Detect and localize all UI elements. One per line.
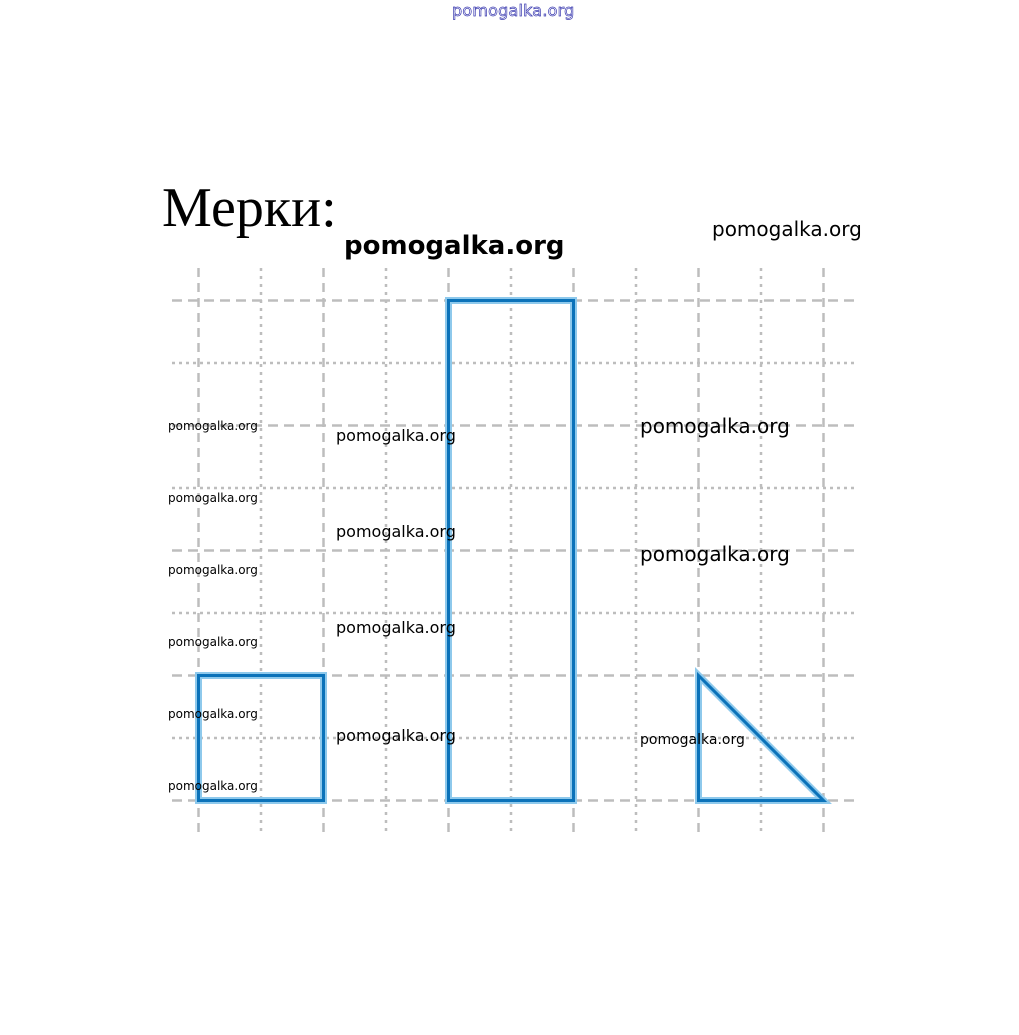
watermark: pomogalka.org [168,707,258,721]
watermark: pomogalka.org [336,618,456,637]
watermark: pomogalka.org [168,419,258,433]
watermark: pomogalka.org [640,414,790,438]
watermark: pomogalka.org [168,635,258,649]
watermark: pomogalka.org [168,779,258,793]
watermark: pomogalka.org [712,217,862,241]
watermark: pomogalka.org [336,726,456,745]
watermark: pomogalka.org [168,563,258,577]
watermark: pomogalka.org [640,542,790,566]
watermark: pomogalka.org [640,732,745,748]
watermark: pomogalka.org [344,231,565,261]
watermark: pomogalka.org [168,491,258,505]
header-watermark: pomogalka.org [452,1,575,20]
watermark: pomogalka.org [336,522,456,541]
page-title: Мерки: [162,177,337,239]
watermark: pomogalka.org [336,426,456,445]
